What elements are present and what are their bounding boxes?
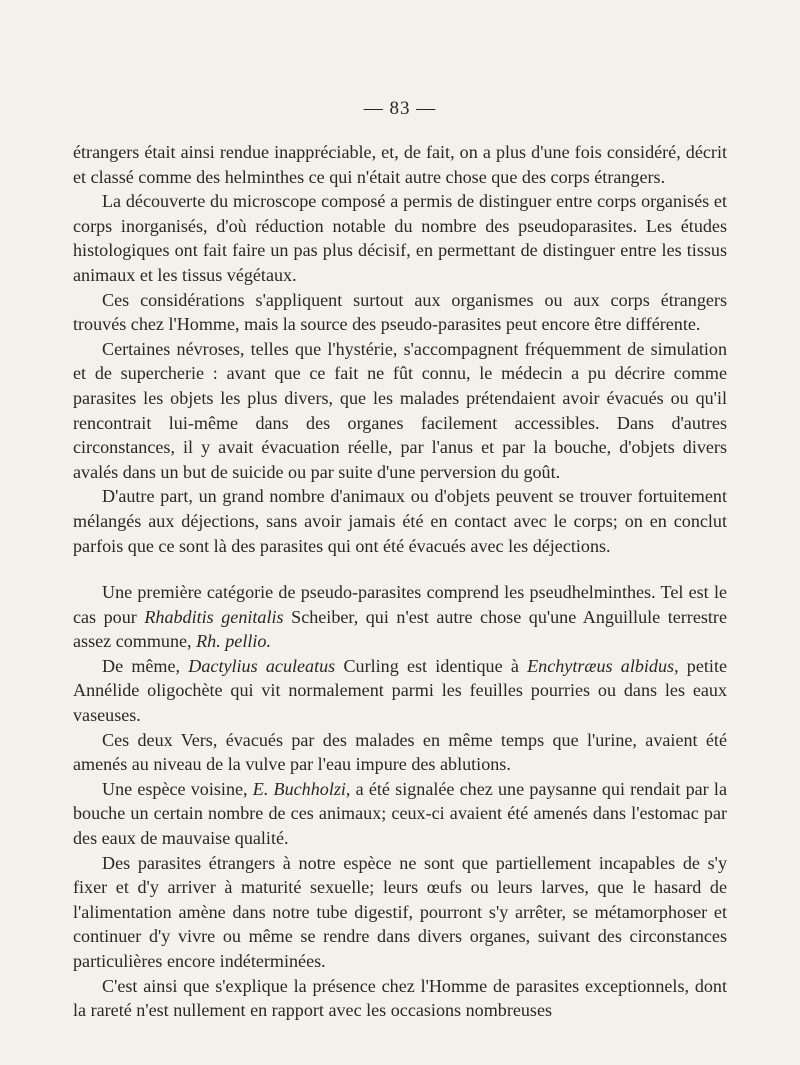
text-run: Scheiber, qui n'est autre chose qu'une Anguillule terrestre assez commune, bbox=[73, 606, 727, 652]
text-run: Curling est identique à bbox=[343, 655, 519, 676]
paragraph: D'autre part, un grand nombre d'animaux ou d'objets peuvent se trouver fortuitement mélangés aux déjections, sans avoir jamais été en contact avec le corps; on en conclut parfois que ce sont là des parasites qui ont été évacués avec les déjections. bbox=[73, 486, 727, 556]
species-name: Rh. pellio. bbox=[196, 631, 271, 652]
paragraph: C'est ainsi que s'explique la présence chez l'Homme de parasites exceptionnels, dont la rareté n'est nullement en rapport avec les occasions nombreuses bbox=[73, 975, 727, 1021]
species-name: Rhabditis genitalis bbox=[144, 606, 284, 627]
page-number: — 83 — bbox=[363, 98, 437, 119]
paragraph: Certaines névroses, telles que l'hystérie, s'accompagnent fréquemment de simulation et de supercherie : avant que ce fait ne fût connu, le médecin a pu décrire comme parasites les objets les plus divers, que les malades prétendaient avoir évacués ou qu'il rencontrait lui-même dans des organes facilement accessibles. Dans d'autres circonstances, il y avait évacuation réelle, par l'anus et par la bouche, d'objets divers avalés dans un but de suicide ou par suite d'une perversion du goût. bbox=[73, 338, 727, 482]
paragraph bbox=[73, 777, 727, 851]
paragraph: La découverte du microscope composé a permis de distinguer entre corps organisés et corps inorganisés, d'où réduction notable du nombre des pseudoparasites. Les études histologiques ont fait faire un pas plus décisif, en permettant de distinguer entre les tissus animaux et les tissus végétaux. bbox=[73, 191, 727, 285]
paragraph bbox=[73, 654, 727, 728]
text-run: a été signalée chez une paysanne qui rendait par la bouche un certain nombre de ces animaux; ceux-ci avaient été amenés dans l'estomac par des eaux de mauvaise qualité. bbox=[73, 778, 727, 849]
body-text bbox=[73, 140, 727, 1023]
paragraph: étrangers était ainsi rendue inappréciable, et, de fait, on a plus d'une fois considéré, décrit et classé comme des helminthes ce qui n'était autre chose que des corps étrangers. bbox=[73, 142, 727, 187]
species-name: E. Buchholzi, bbox=[252, 778, 351, 799]
text-run: De même, bbox=[102, 655, 181, 676]
species-name: Enchytræus albidus bbox=[527, 655, 675, 676]
text-run: Une première catégorie de pseudo-parasites comprend les pseudhelminthes. Tel est le cas pour bbox=[73, 582, 727, 627]
paragraph bbox=[73, 580, 727, 654]
paragraph: Ces considérations s'appliquent surtout aux organismes ou aux corps étrangers trouvés chez l'Homme, mais la source des pseudo-parasites peut encore être différente. bbox=[73, 289, 727, 335]
text-run: , petite Annélide oligochète qui vit normalement parmi les feuilles pourries ou dans les eaux vaseuses. bbox=[73, 655, 727, 726]
paragraph: Ces deux Vers, évacués par des malades en même temps que l'urine, avaient été amenés au niveau de la vulve par l'eau impure des ablutions. bbox=[73, 729, 727, 775]
species-name: Dactylius aculeatus bbox=[188, 655, 336, 676]
paragraph: Des parasites étrangers à notre espèce ne sont que partiellement incapables de s'y fixer et d'y arriver à maturité sexuelle; leurs œufs ou leurs larves, que le hasard de l'alimentation amène dans notre tube digestif, pourront s'y arrêter, se métamorphoser et continuer d'y vivre ou même se rendre dans divers organes, suivant des circonstances particulières encore indéterminées. bbox=[73, 852, 727, 971]
text-run: Une espèce voisine, bbox=[102, 778, 248, 799]
